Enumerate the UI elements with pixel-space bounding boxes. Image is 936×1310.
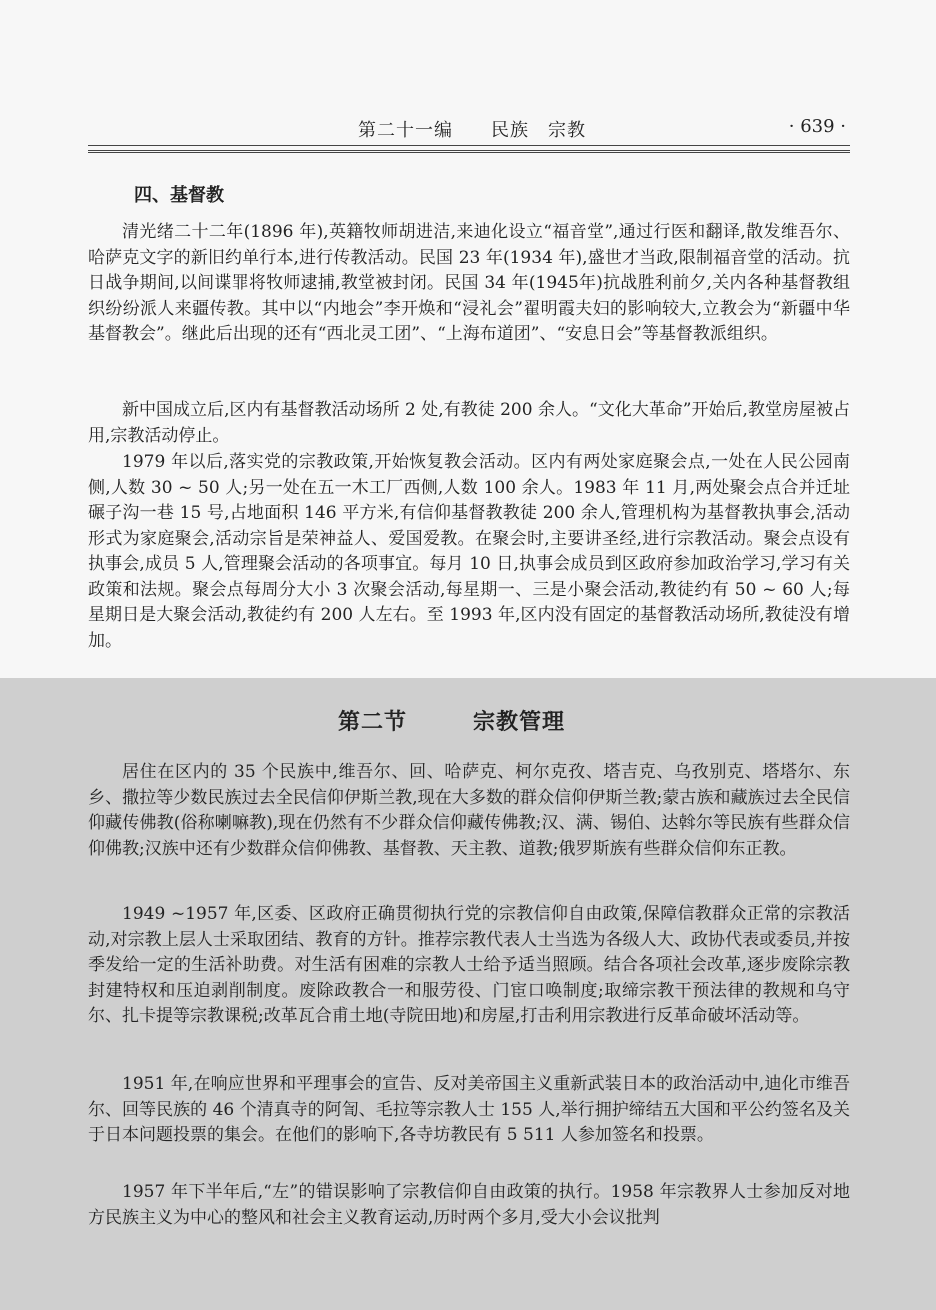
- paragraph-1951: [88, 1072, 850, 1178]
- paragraph-1957: [88, 1180, 850, 1236]
- header-double-rule: [88, 150, 850, 153]
- page-number: · 639 ·: [788, 116, 846, 137]
- paragraph-christianity-history: [88, 220, 850, 380]
- paragraph-text: 1979 年以后,落实党的宗教政策,开始恢复教会活动。区内有两处家庭聚会点,一处在人民公园南侧,人数 30 ~ 50 人;另一处在五一木工厂西侧,人数 100 余人。1983 年 11 月,两处聚会点合并迁址碾子沟一巷 15 号,占地面积 146 平方米,有信仰基督教教徒 200 余人,管理机构为基督教执事会,活动形式为家庭聚会,活动宗旨是荣神益人、爱国爱教。在聚会时,主要讲圣经,进行宗教活动。聚会点设有执事会,成员 5 人,管理聚会活动的各项事宜。每月 10 日,执事会成员到区政府参加政治学习,学习有关政策和法规。聚会点每周分大小 3 次聚会活动,每星期一、三是小聚会活动,教徒约有 50 ~ 60 人;每星期日是大聚会活动,教徒约有 200 人左右。至 1993 年,区内没有固定的基督教活动场所,教徒没有增加。: [88, 452, 850, 651]
- paragraph-text: 清光绪二十二年(1896 年),英籍牧师胡进洁,来迪化设立“福音堂”,通过行医和翻译,散发维吾尔、哈萨克文字的新旧约单行本,进行传教活动。民国 23 年(1934 年),盛世才当政,限制福音堂的活动。抗日战争期间,以间谍罪将牧师逮捕,教堂被封闭。民国 34 年(1945年)抗战胜利前夕,关内各种基督教组织纷纷派人来疆传教。其中以“内地会”李开焕和“浸礼会”翟明霞夫妇的影响较大,立教会为“新疆中华基督教会”。继此后出现的还有“西北灵工团”、“上海布道团”、“安息日会”等基督教派组织。: [88, 222, 850, 344]
- running-header-title: 第二十一编 民族 宗教: [358, 120, 586, 141]
- paragraph-after-1979: [88, 450, 850, 672]
- paragraph-ethnic-religions: [88, 760, 850, 894]
- paragraph-text: 1957 年下半年后,“左”的错误影响了宗教信仰自由政策的执行。1958 年宗教界人士参加反对地方民族主义为中心的整风和社会主义教育运动,历时两个多月,受大小会议批判: [88, 1182, 850, 1228]
- section-title-religious-management: [338, 705, 565, 736]
- paragraph-1949-1957: [88, 902, 850, 1072]
- header-rule: [88, 145, 850, 146]
- section-name: 宗教管理: [473, 709, 566, 735]
- section-number: 第二节: [338, 709, 408, 735]
- paragraph-text: 1951 年,在响应世界和平理事会的宣告、反对美帝国主义重新武装日本的政治活动中,迪化市维吾尔、回等民族的 46 个清真寺的阿訇、毛拉等宗教人士 155 人,举行拥护缔结五大国和平公约签名及关于日本问题投票的集会。在他们的影响下,各寺坊教民有 5 511 人参加签名和投票。: [88, 1074, 850, 1145]
- section-heading-christianity: 四、基督教: [134, 185, 224, 206]
- running-header: [88, 116, 850, 146]
- paragraph-text: 居住在区内的 35 个民族中,维吾尔、回、哈萨克、柯尔克孜、塔吉克、乌孜别克、塔塔尔、东乡、撒拉等少数民族过去全民信仰伊斯兰教,现在大多数的群众信仰伊斯兰教;蒙古族和藏族过去全民信仰藏传佛教(俗称喇嘛教),现在仍然有不少群众信仰藏传佛教;汉、满、锡伯、达斡尔等民族有些群众信仰佛教;汉族中还有少数群众信仰佛教、基督教、天主教、道教;俄罗斯族有些群众信仰东正教。: [88, 762, 850, 859]
- paragraph-after-founding: [88, 398, 850, 450]
- paragraph-text: 新中国成立后,区内有基督教活动场所 2 处,有教徒 200 余人。“文化大革命”开始后,教堂房屋被占用,宗教活动停止。: [88, 400, 850, 446]
- paragraph-text: 1949 ~1957 年,区委、区政府正确贯彻执行党的宗教信仰自由政策,保障信教群众正常的宗教活动,对宗教上层人士采取团结、教育的方针。推荐宗教代表人士当选为各级人大、政协代表或委员,并按季发给一定的生活补助费。对生活有困难的宗教人士给予适当照顾。结合各项社会改革,逐步废除宗教封建特权和压迫剥削制度。废除政教合一和服劳役、门宦口唤制度;取缔宗教干预法律的教规和乌守尔、扎卡提等宗教课税;改革瓦合甫土地(寺院田地)和房屋,打击利用宗教进行反革命破坏活动等。: [88, 904, 850, 1026]
